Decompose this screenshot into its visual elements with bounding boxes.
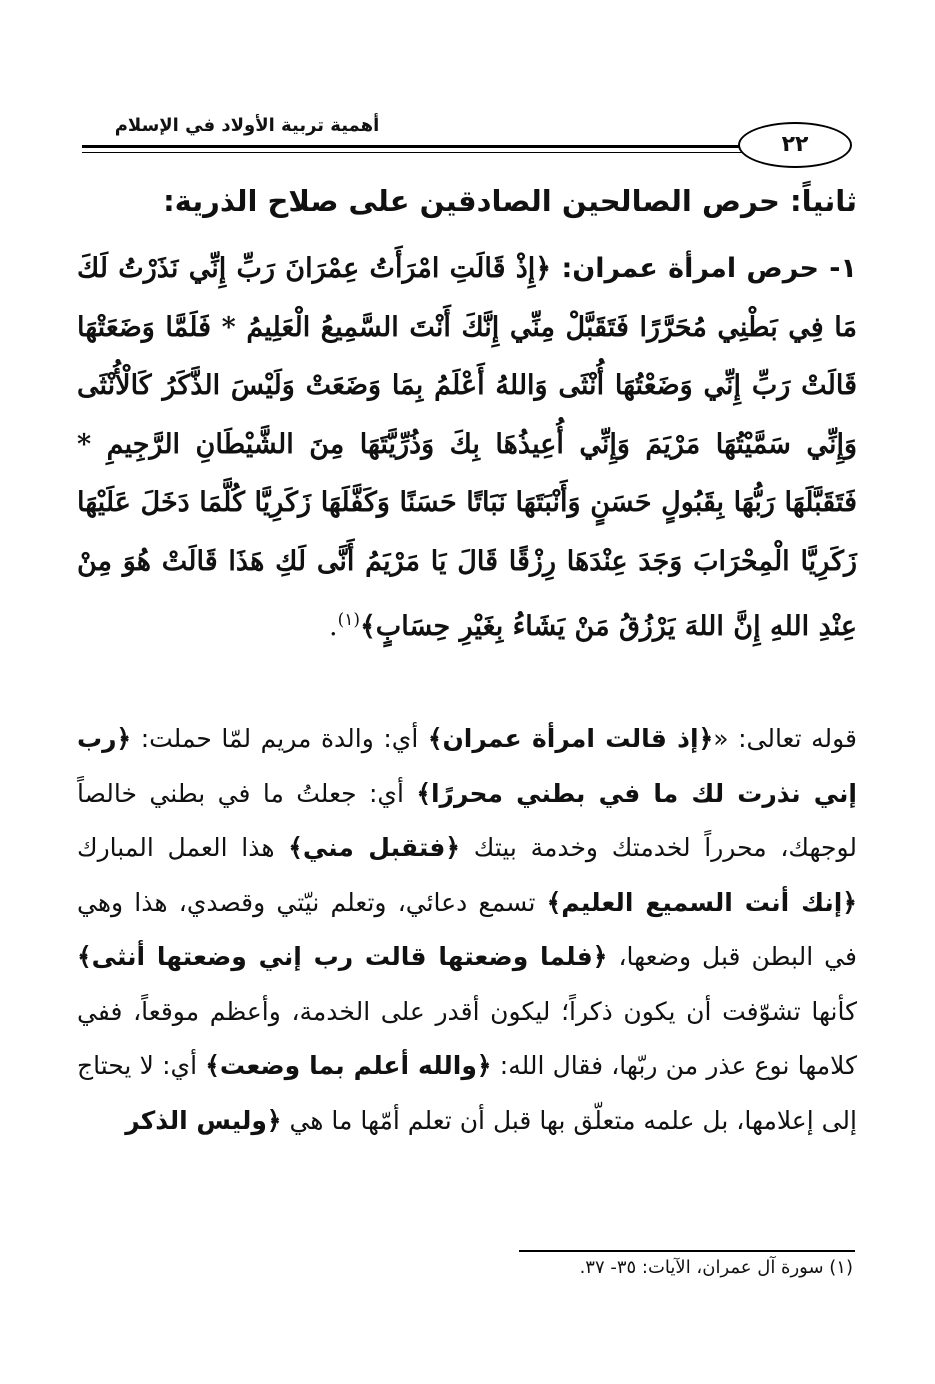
page-number: ٢٢ [738,122,852,168]
footnote-separator [519,1250,855,1252]
commentary-text: هذا العمل المبارك [77,833,289,862]
commentary-paragraph [77,712,857,1148]
quran-verse: ﴿إِذْ قَالَتِ امْرَأَتُ عِمْرَانَ رَبِّ إِنِّي نَذَرْتُ لَكَ مَا فِي بَطْنِي مُحَرَّرًا فَتَقَبَّلْ مِنِّي إِنَّكَ أَنْتَ السَّمِيعُ الْعَلِيمُ * فَلَمَّا وَضَعَتْهَا قَالَتْ رَبِّ إِنِّي وَضَعْتُهَا أُنْثَى وَاللهُ أَعْلَمُ بِمَا وَضَعَتْ وَلَيْسَ الذَّكَرُ كَالْأُنْثَى وَإِنِّي سَمَّيْتُهَا مَرْيَمَ وَإِنِّي أُعِيذُهَا بِكَ وَذُرِّيَّتَهَا مِنَ الشَّيْطَانِ الرَّجِيمِ * فَتَقَبَّلَهَا رَبُّهَا بِقَبُولٍ حَسَنٍ وَأَنْبَتَهَا نَبَاتًا حَسَنًا وَكَفَّلَهَا زَكَرِيَّا كُلَّمَا دَخَلَ عَلَيْهَا زَكَرِيَّا الْمِحْرَابَ وَجَدَ عِنْدَهَا رِزْقًا قَالَ يَا مَرْيَمُ أَنَّى لَكِ هَذَا قَالَتْ هُوَ مِنْ عِنْدِ اللهِ إِنَّ اللهَ يَرْزُقُ مَنْ يَشَاءُ بِغَيْرِ حِسَابٍ﴾ [77,253,857,642]
quoted-verse: ﴿فتقبل مني﴾ [288,833,461,862]
quoted-verse: ﴿فلما وضعتها قالت رب إني وضعتها أنثى﴾ [77,942,608,971]
commentary-text: كأنها تشوّفت أن يكون ذكراً؛ ليكون أقدر على الخدمة، وأعظم موقعاً، ففي كلامها نوع عذر من ربّها، فقال الله: [77,996,857,1080]
commentary-text: تسمع دعائي، وتعلم نيّتي وقصدي، هذا وهي في البطن قبل وضعها، [77,887,857,971]
header-rule-thick [82,145,768,148]
footnote: (١) سورة آل عمران، الآيات: ٣٥- ٣٧. [579,1257,853,1278]
item-1-lead: ١- حرص امرأة عمران: [551,253,857,284]
quoted-verse: ﴿وليس الذكر [125,1105,282,1135]
item-1-verse-block [77,240,857,657]
quoted-verse: ﴿والله أعلم بما وضعت﴾ [205,1051,492,1080]
commentary-text: قوله تعالى: « [713,724,858,753]
commentary-text: أي: والدة مريم لمّا حملت: [131,724,428,753]
commentary-text: أي: لا يحتاج إلى إعلامها، بل علمه متعلّق بها قبل أن تعلم أمّها ما هي [77,1051,857,1135]
running-title: أهمية تربية الأولاد في الإسلام [114,115,380,136]
quoted-verse: ﴿رب إني نذرت لك ما في بطني محررًا﴾ [77,724,857,808]
footnote-reference: (١) [337,610,360,630]
verse-end-period: . [328,611,338,642]
quoted-verse: ﴿إذ قالت امرأة عمران﴾ [427,724,714,753]
header-rule-thin [82,152,768,153]
section-heading: ثانياً: حرص الصالحين الصادقين على صلاح الذرية: [163,184,857,218]
page-header [82,112,852,170]
quoted-verse: ﴿إنك أنت السميع العليم﴾ [546,887,858,917]
commentary-text: أي: جعلتُ ما في بطني خالصاً لوجهك، محرراً لخدمتك وخدمة بيتك [77,778,857,862]
